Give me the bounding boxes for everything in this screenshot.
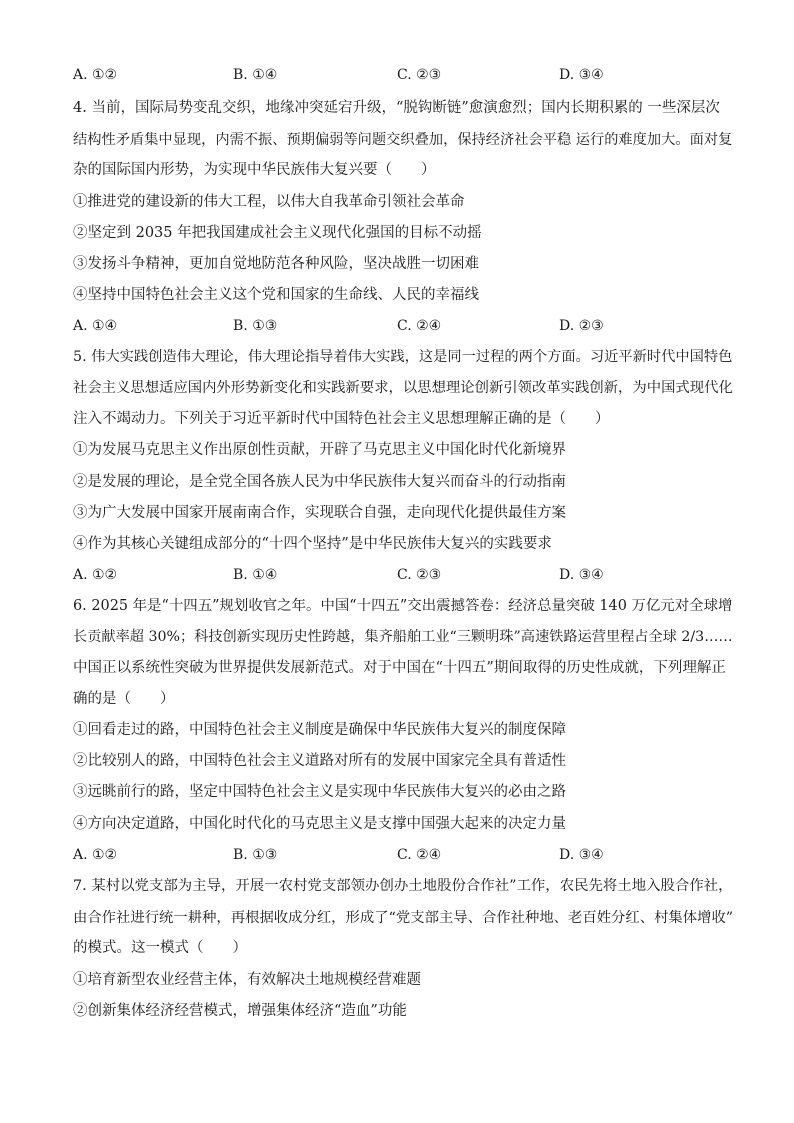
q6-option-c[interactable]: C. ②④ xyxy=(397,847,442,863)
q4-stem-line: 结构性矛盾集中显现，内需不振、预期偏弱等问题交织叠加，保持经济社会平稳 运行的难度加大。面对复 xyxy=(73,132,733,148)
q6-option-a[interactable]: A. ①② xyxy=(73,847,118,863)
q5-item-4: ④作为其核心关键组成部分的“十四个坚持”是中华民族伟大复兴的实践要求 xyxy=(73,536,552,552)
q5-item-1: ①为发展马克思主义作出原创性贡献，开辟了马克思主义中国化时代化新境界 xyxy=(73,442,566,458)
q5-option-c[interactable]: C. ②③ xyxy=(397,567,442,583)
q3-option-d[interactable]: D. ③④ xyxy=(559,67,604,83)
q5-option-d[interactable]: D. ③④ xyxy=(559,567,604,583)
q6-item-2: ②比较别人的路，中国特色社会主义道路对所有的发展中国家完全具有普适性 xyxy=(73,753,566,769)
q4-option-a[interactable]: A. ①④ xyxy=(73,318,118,334)
q5-option-a[interactable]: A. ①② xyxy=(73,567,118,583)
q7-stem-line: 由合作社进行统一耕种，再根据收成分红，形成了“党支部主导、合作社种地、老百姓分红、村集体增收” xyxy=(73,910,734,926)
q6-option-b[interactable]: B. ①③ xyxy=(233,847,278,863)
q6-item-4: ④方向决定道路，中国化时代化的马克思主义是支撑中国强大起来的决定力量 xyxy=(73,816,566,832)
q6-stem-line: 长贡献率超 30%；科技创新实现历史性跨越，集齐船舶工业“三颗明珠”高速铁路运营里程占全球 2/3…… xyxy=(73,629,733,645)
q4-item-4: ④坚持中国特色社会主义这个党和国家的生命线、人民的幸福线 xyxy=(73,287,479,303)
q6-stem-line: 6. 2025 年是“十四五”规划收官之年。中国“十四五”交出震撼答卷：经济总量突破 140 万亿元对全球增 xyxy=(73,598,733,614)
q5-stem-line: 社会主义思想适应国内外形势新变化和实践新要求，以思想理论创新引领改革实践创新，为中国式现代化 xyxy=(73,380,733,396)
q5-stem-line: 5. 伟大实践创造伟大理论，伟大理论指导着伟大实践，这是同一过程的两个方面。习近平新时代中国特色 xyxy=(73,349,733,365)
q7-item-1: ①培育新型农业经营主体，有效解决土地规模经营难题 xyxy=(73,972,421,988)
q6-option-d[interactable]: D. ③④ xyxy=(559,847,604,863)
q4-item-1: ①推进党的建设新的伟大工程，以伟大自我革命引领社会革命 xyxy=(73,194,465,210)
q6-stem-line: 中国正以系统性突破为世界提供发展新范式。对于中国在“十四五”期间取得的历史性成就，下列理解正 xyxy=(73,660,726,676)
q7-stem-line: 的模式。这一模式（ ） xyxy=(73,940,247,956)
q7-item-2: ②创新集体经济经营模式，增强集体经济“造血”功能 xyxy=(73,1003,407,1019)
q6-stem-line: 确的是（ ） xyxy=(73,691,175,707)
q5-item-3: ③为广大发展中国家开展南南合作，实现联合自强，走向现代化提供最佳方案 xyxy=(73,505,566,521)
q4-stem-line: 4. 当前，国际局势变乱交织，地缘冲突延宕升级，“脱钩断链”愈演愈烈；国内长期积累的 一些深层次 xyxy=(73,100,720,116)
q4-option-d[interactable]: D. ②③ xyxy=(559,318,604,334)
q5-options xyxy=(73,565,733,585)
q3-option-a[interactable]: A. ①② xyxy=(73,67,118,83)
q3-option-c[interactable]: C. ②③ xyxy=(397,67,442,83)
q7-stem-line: 7. 某村以党支部为主导，开展一农村党支部领办创办土地股份合作社”工作，农民先将土地入股合作社， xyxy=(73,878,733,894)
q4-stem-line: 杂的国际国内形势，为实现中华民族伟大复兴要（ ） xyxy=(73,162,436,178)
q6-item-1: ①回看走过的路，中国特色社会主义制度是确保中华民族伟大复兴的制度保障 xyxy=(73,722,566,738)
q5-stem-line: 注入不竭动力。下列关于习近平新时代中国特色社会主义思想理解正确的是（ ） xyxy=(73,411,610,427)
q4-item-3: ③发扬斗争精神，更加自觉地防范各种风险，坚决战胜一切困难 xyxy=(73,256,479,272)
q5-item-2: ②是发展的理论，是全党全国各族人民为中华民族伟大复兴而奋斗的行动指南 xyxy=(73,474,566,490)
q6-options xyxy=(73,845,733,865)
q4-options xyxy=(73,316,733,336)
q4-item-2: ②坚定到 2035 年把我国建成社会主义现代化强国的目标不动摇 xyxy=(73,225,482,241)
q4-option-b[interactable]: B. ①③ xyxy=(233,318,278,334)
q6-item-3: ③远眺前行的路，坚定中国特色社会主义是实现中华民族伟大复兴的必由之路 xyxy=(73,784,566,800)
q3-options xyxy=(73,65,733,85)
q3-option-b[interactable]: B. ①④ xyxy=(233,67,278,83)
q5-option-b[interactable]: B. ①④ xyxy=(233,567,278,583)
q4-option-c[interactable]: C. ②④ xyxy=(397,318,442,334)
